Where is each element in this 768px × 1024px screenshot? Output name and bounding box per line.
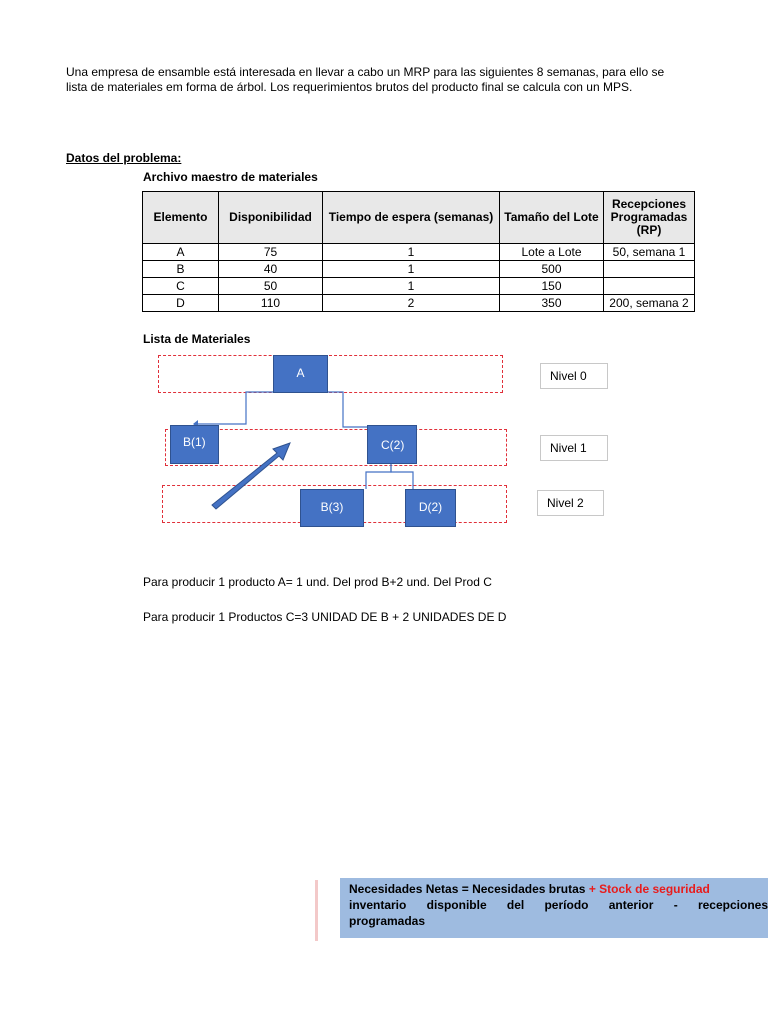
bom-title: Lista de Materiales xyxy=(143,332,251,346)
table-cell: 2 xyxy=(323,295,500,312)
node-d2: D(2) xyxy=(405,489,456,527)
table-cell: Lote a Lote xyxy=(500,244,604,261)
formula-safety-stock: + Stock de seguridad xyxy=(588,882,710,896)
note-product-a: Para producir 1 producto A= 1 und. Del prod B+2 und. Del Prod C xyxy=(143,575,492,589)
level-0-label: Nivel 0 xyxy=(540,363,608,389)
intro-line-1: Una empresa de ensamble está interesada en llevar a cabo un MRP para las siguientes 8 semanas, para ello se xyxy=(66,65,665,79)
formula-part-1: Necesidades Netas = Necesidades brutas xyxy=(349,882,586,896)
header-elemento: Elemento xyxy=(143,192,219,244)
diagonal-arrow-icon xyxy=(212,443,290,509)
header-tamano-lote: Tamaño del Lote xyxy=(500,192,604,244)
formula-side-bar xyxy=(315,880,318,941)
node-b1: B(1) xyxy=(170,425,219,464)
formula-line-3: programadas xyxy=(349,914,426,928)
table-cell: 150 xyxy=(500,278,604,295)
table-cell: D xyxy=(143,295,219,312)
level-2-label: Nivel 2 xyxy=(537,490,604,516)
table-cell: 1 xyxy=(323,244,500,261)
table-cell: 50, semana 1 xyxy=(604,244,695,261)
node-b3: B(3) xyxy=(300,489,364,527)
header-recepciones: Recepciones Programadas (RP) xyxy=(604,192,695,244)
note-product-c: Para producir 1 Productos C=3 UNIDAD DE B + 2 UNIDADES DE D xyxy=(143,610,507,624)
node-c2: C(2) xyxy=(367,425,417,464)
node-a: A xyxy=(273,355,328,393)
table-cell: 350 xyxy=(500,295,604,312)
intro-line-2: lista de materiales em forma de árbol. Los requerimientos brutos del producto final se calcula con un MPS. xyxy=(66,80,633,94)
connector-a-b1 xyxy=(198,392,300,424)
table-cell: 40 xyxy=(219,261,323,278)
table-cell: 50 xyxy=(219,278,323,295)
header-disponibilidad: Disponibilidad xyxy=(219,192,323,244)
connector-c2-b3 xyxy=(366,464,391,489)
header-tiempo-espera: Tiempo de espera (semanas) xyxy=(323,192,500,244)
table-cell: 1 xyxy=(323,278,500,295)
connector-a-c2 xyxy=(300,392,391,427)
table-cell: A xyxy=(143,244,219,261)
table-cell: C xyxy=(143,278,219,295)
formula-line-2: inventario disponible del período anterior - recepciones xyxy=(349,898,768,912)
level-1-label: Nivel 1 xyxy=(540,435,608,461)
table-cell: 110 xyxy=(219,295,323,312)
section-title: Datos del problema: xyxy=(66,151,182,165)
table-cell: 500 xyxy=(500,261,604,278)
table-title: Archivo maestro de materiales xyxy=(143,170,318,184)
table-cell: B xyxy=(143,261,219,278)
connector-c2-d2 xyxy=(391,464,413,489)
table-cell: 75 xyxy=(219,244,323,261)
table-cell: 1 xyxy=(323,261,500,278)
table-cell: 200, semana 2 xyxy=(604,295,695,312)
formula-line-1 xyxy=(349,881,768,897)
net-requirements-formula xyxy=(340,878,768,938)
